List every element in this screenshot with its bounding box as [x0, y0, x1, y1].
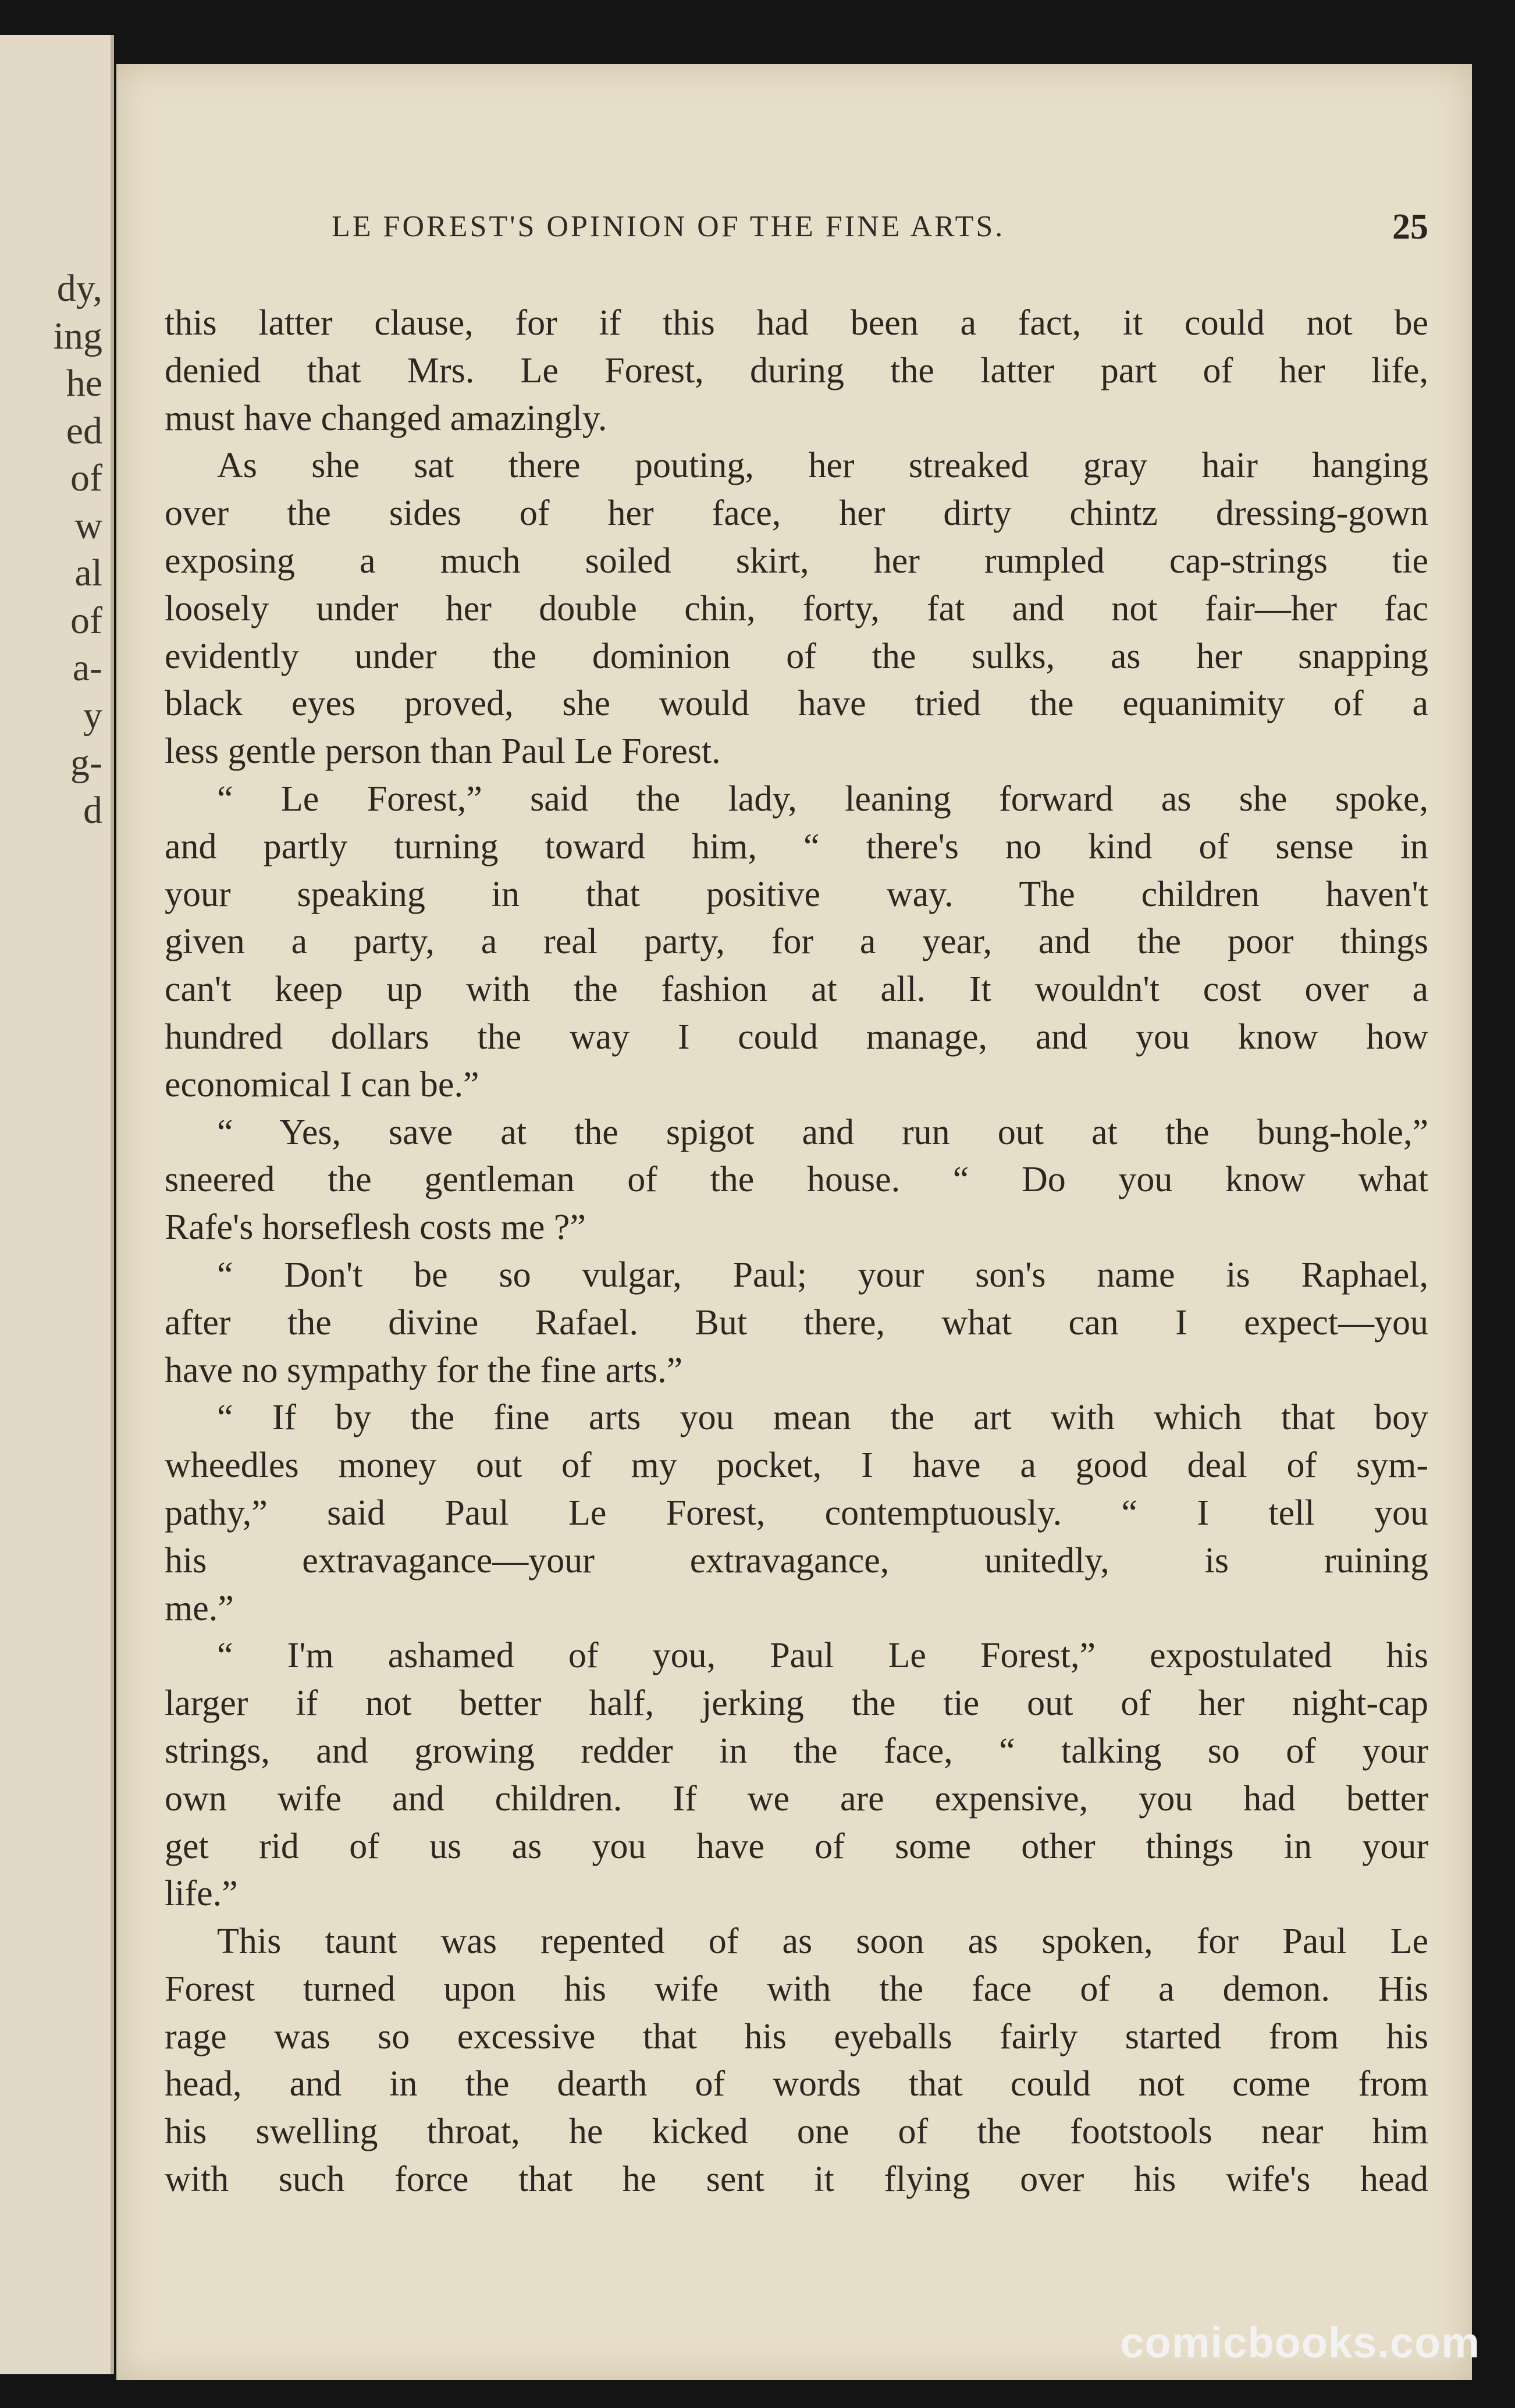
facing-page-fragment: ed: [66, 409, 102, 452]
text-line: less gentle person than Paul Le Forest.: [165, 731, 721, 772]
text-line: “ Yes, save at the spigot and run out at the bung-hole,”: [217, 1112, 1428, 1152]
text-line: your speaking in that positive way. The children haven't: [165, 874, 1428, 914]
text-line: strings, and growing redder in the face, “ talking so of your: [165, 1731, 1428, 1771]
facing-page-fragment: y: [83, 694, 102, 737]
text-line: exposing a much soiled skirt, her rumpled cap-strings tie: [165, 541, 1428, 581]
text-line: over the sides of her face, her dirty chintz dressing-gown: [165, 493, 1428, 534]
text-line: and partly turning toward him, “ there's no kind of sense in: [165, 826, 1428, 866]
page-text: [165, 300, 1428, 2204]
text-line: have no sympathy for the fine arts.”: [165, 1350, 683, 1390]
facing-page-fragment: he: [66, 362, 102, 404]
facing-page-fragment: d: [83, 789, 102, 832]
text-line: after the divine Rafael. But there, what can I expect—you: [165, 1302, 1428, 1342]
text-line: “ If by the fine arts you mean the art with which that boy: [217, 1398, 1428, 1438]
text-line: loosely under her double chin, forty, fat and not fair—her fac: [165, 588, 1428, 628]
text-line: sneered the gentleman of the house. “ Do you know what: [165, 1160, 1428, 1200]
text-line: own wife and children. If we are expensive, you had better: [165, 1778, 1428, 1819]
facing-page-fragments: [54, 265, 102, 834]
text-line: “ I'm ashamed of you, Paul Le Forest,” expostulated his: [217, 1636, 1428, 1676]
text-line: As she sat there pouting, her streaked gray hair hanging: [217, 446, 1428, 486]
page-number: 25: [1392, 207, 1428, 247]
text-line: “ Don't be so vulgar, Paul; your son's name is Raphael,: [217, 1255, 1428, 1295]
facing-page-fragment: a-: [72, 647, 102, 689]
text-line: pathy,” said Paul Le Forest, contemptuously. “ I tell you: [165, 1493, 1428, 1533]
running-header: [116, 204, 1428, 250]
facing-page-fragment: w: [74, 504, 102, 547]
text-line: this latter clause, for if this had been a fact, it could not be: [165, 303, 1428, 343]
text-line: rage was so excessive that his eyeballs fairly started from his: [165, 2016, 1428, 2057]
text-line: get rid of us as you have of some other things in your: [165, 1826, 1428, 1866]
facing-page-fragment: g-: [70, 741, 102, 784]
facing-page-fragment: of: [70, 599, 102, 642]
text-line: black eyes proved, she would have tried the equanimity of a: [165, 684, 1428, 724]
text-line: head, and in the dearth of words that could not come from: [165, 2064, 1428, 2104]
text-line: economical I can be.”: [165, 1064, 479, 1104]
facing-page-edge: [0, 35, 114, 2374]
text-line: his extravagance—your extravagance, unitedly, is ruining: [165, 1540, 1428, 1581]
text-line: his swelling throat, he kicked one of the footstools near him: [165, 2112, 1428, 2152]
text-line: This taunt was repented of as soon as spoken, for Paul Le: [217, 1922, 1428, 1962]
text-line: must have changed amazingly.: [165, 398, 607, 438]
text-line: Forest turned upon his wife with the face of a demon. His: [165, 1969, 1428, 2009]
text-line: wheedles money out of my pocket, I have a good deal of sym-: [165, 1445, 1428, 1486]
text-line: with such force that he sent it flying over his wife's head: [165, 2160, 1428, 2200]
text-line: hundred dollars the way I could manage, and you know how: [165, 1017, 1428, 1057]
text-line: Rafe's horseflesh costs me ?”: [165, 1207, 586, 1248]
text-line: me.”: [165, 1588, 234, 1628]
text-line: can't keep up with the fashion at all. It wouldn't cost over a: [165, 969, 1428, 1010]
facing-page-fragment: al: [74, 552, 102, 594]
facing-page-fragment: ing: [53, 314, 102, 357]
text-line: life.”: [165, 1874, 238, 1914]
facing-page-fragment: of: [70, 457, 102, 499]
text-line: “ Le Forest,” said the lady, leaning forward as she spoke,: [217, 779, 1428, 819]
text-line: larger if not better half, jerking the tie out of her night-cap: [165, 1684, 1428, 1724]
book-page: [116, 64, 1472, 2380]
text-line: evidently under the dominion of the sulks, as her snapping: [165, 636, 1428, 676]
facing-page-fragment: dy,: [56, 267, 102, 310]
watermark: comicbooks.com: [1120, 2318, 1480, 2367]
text-line: given a party, a real party, for a year, and the poor things: [165, 922, 1428, 962]
running-title: LE FOREST'S OPINION OF THE FINE ARTS.: [332, 210, 1005, 243]
text-line: denied that Mrs. Le Forest, during the latter part of her life,: [165, 350, 1428, 390]
